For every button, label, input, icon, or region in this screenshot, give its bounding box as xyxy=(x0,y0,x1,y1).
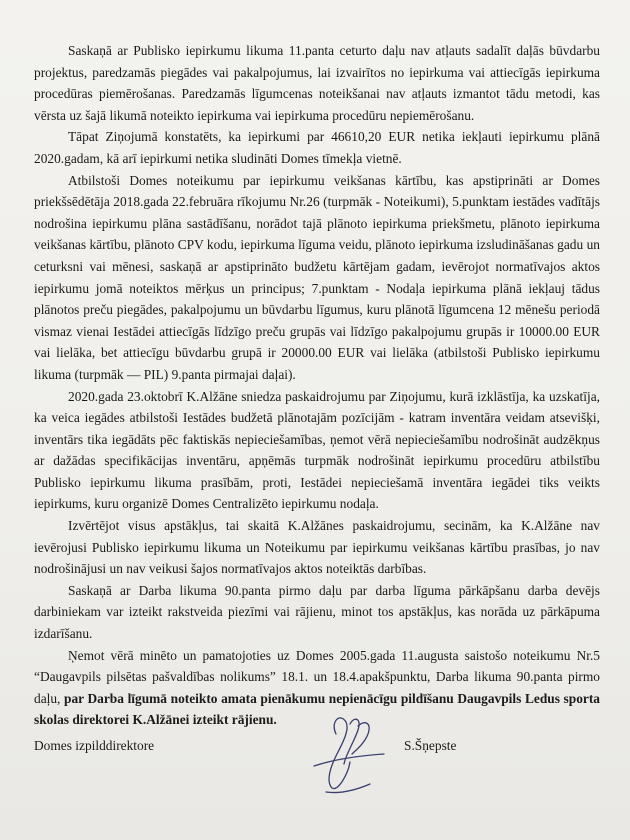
paragraph-1: Saskaņā ar Publisko iepirkumu likuma 11.panta ceturto daļu nav atļauts sadalīt daļās būvdarbu projektus, paredzamās piegādes vai pakalpojumus, lai izvairītos no iepirkuma vai attiecīgās iepirkuma procedūras piemērošanas. Paredzamās līgumcenas noteikšanai nav atļauts izmantot tādu metodi, kas vērsta uz šajā likumā noteikto iepirkuma vai iepirkuma procedūru nepiemērošanu. xyxy=(34,43,600,123)
paragraph-5: Izvērtējot visus apstākļus, tai skaitā K.Alžānes paskaidrojumu, secinām, ka K.Alžāne nav ievērojusi Publisko iepirkumu likuma un Noteikumu par iepirkumu veikšanas kārtību prasības, jo nav nodrošinājusi un nav veikusi šajos normatīvajos aktos noteiktās darbības. xyxy=(34,518,600,577)
paragraph-3: Atbilstoši Domes noteikumu par iepirkumu veikšanas kārtību, kas apstiprināti ar Domes priekšsēdētāja 2018.gada 22.februāra rīkojumu Nr.26 (turpmāk - Noteikumi), 5.punktam iestādes vadītājs nodrošina iepirkumu plāna sastādīšanu, norādot tajā plānoto iepirkuma priekšmetu, plānoto iepirkuma veikšanas kārtību, plānoto CPV kodu, iepirkuma līguma veidu, plānoto iepirkuma izsludināšanas gadu un ceturksni vai mēnesi, saskaņā ar apstiprināto budžetu kārtējam gadam, ievērojot normatīvajos aktos iepirkumu jomā noteiktos mērķus un principus; 7.punktam - Nodaļa iepirkuma plānā iekļauj tādus plānotos preču piegādes, pakalpojumu un būvdarbu līgumus, kuru plānotā līgumcena 12 mēnešu periodā vismaz vienai Iestādei attiecīgās līdzīgo preču grupās vai līdzīgo pakalpojumu grupās ir 10000.00 EUR vai lielāka, bet attiecīgu būvdarbu grupā ir 20000.00 EUR vai lielāka (atbilstoši Publisko iepirkumu likuma (turpmāk — PIL) 9.panta pirmajai daļai). xyxy=(34,172,600,382)
signer-name: S.Šņepste xyxy=(404,738,457,753)
document-body xyxy=(34,40,600,731)
paragraph-2: Tāpat Ziņojumā konstatēts, ka iepirkumi par 46610,20 EUR netika iekļauti iepirkumu plānā 2020.gadam, kā arī iepirkumi netika sludināti Domes tīmekļa vietnē. xyxy=(34,129,600,166)
decision-text: par Darba līgumā noteikto amata pienākumu nepienācīgu pildīšanu Daugavpils Ledus sporta skolas direktorei K.Alžānei izteikt rājienu. xyxy=(34,690,601,728)
signature-block xyxy=(0,738,630,768)
signer-position: Domes izpilddirektore xyxy=(34,738,155,753)
decision-basis: Ņemot vērā minēto un pamatojoties uz Domes 2005.gada 11.augusta saistošo noteikumu Nr.5 “Daugavpils pilsētas pašvaldības nolikums” 18.1. un 18.4.apakšpunktu, Darba likuma 90.panta pirmo daļu, xyxy=(34,647,600,706)
paragraph-4: 2020.gada 23.oktobrī K.Alžāne sniedza paskaidrojumu par Ziņojumu, kurā izklāstīja, ka uzskatīja, ka veica iegādes atbilstoši Iestādes budžetā plānotajām pozīcijām - katram inventāra veidam atsevišķi, inventārs tika iegādāts pēc faktiskās nepieciešamības, ņemot vērā nepieciešamību nodrošināt audzēkņus ar dažādas specifikācijas inventāru, apņēmās turpmāk nodrošināt iepirkumu procedūru atbilstību Publisko iepirkumu likuma prasībām, proti, Iestādei nepieciešamā inventāra iegādei tiks veikts iepirkums, kuru organizē Domes Centralizēto iepirkumu nodaļa. xyxy=(34,388,600,512)
paragraph-6: Saskaņā ar Darba likuma 90.panta pirmo daļu par darba līguma pārkāpšanu darba devējs darbiniekam var izteikt rakstveida piezīmi vai rājienu, minot tos apstākļus, kas norāda uz pārkāpuma izdarīšanu. xyxy=(34,582,600,642)
